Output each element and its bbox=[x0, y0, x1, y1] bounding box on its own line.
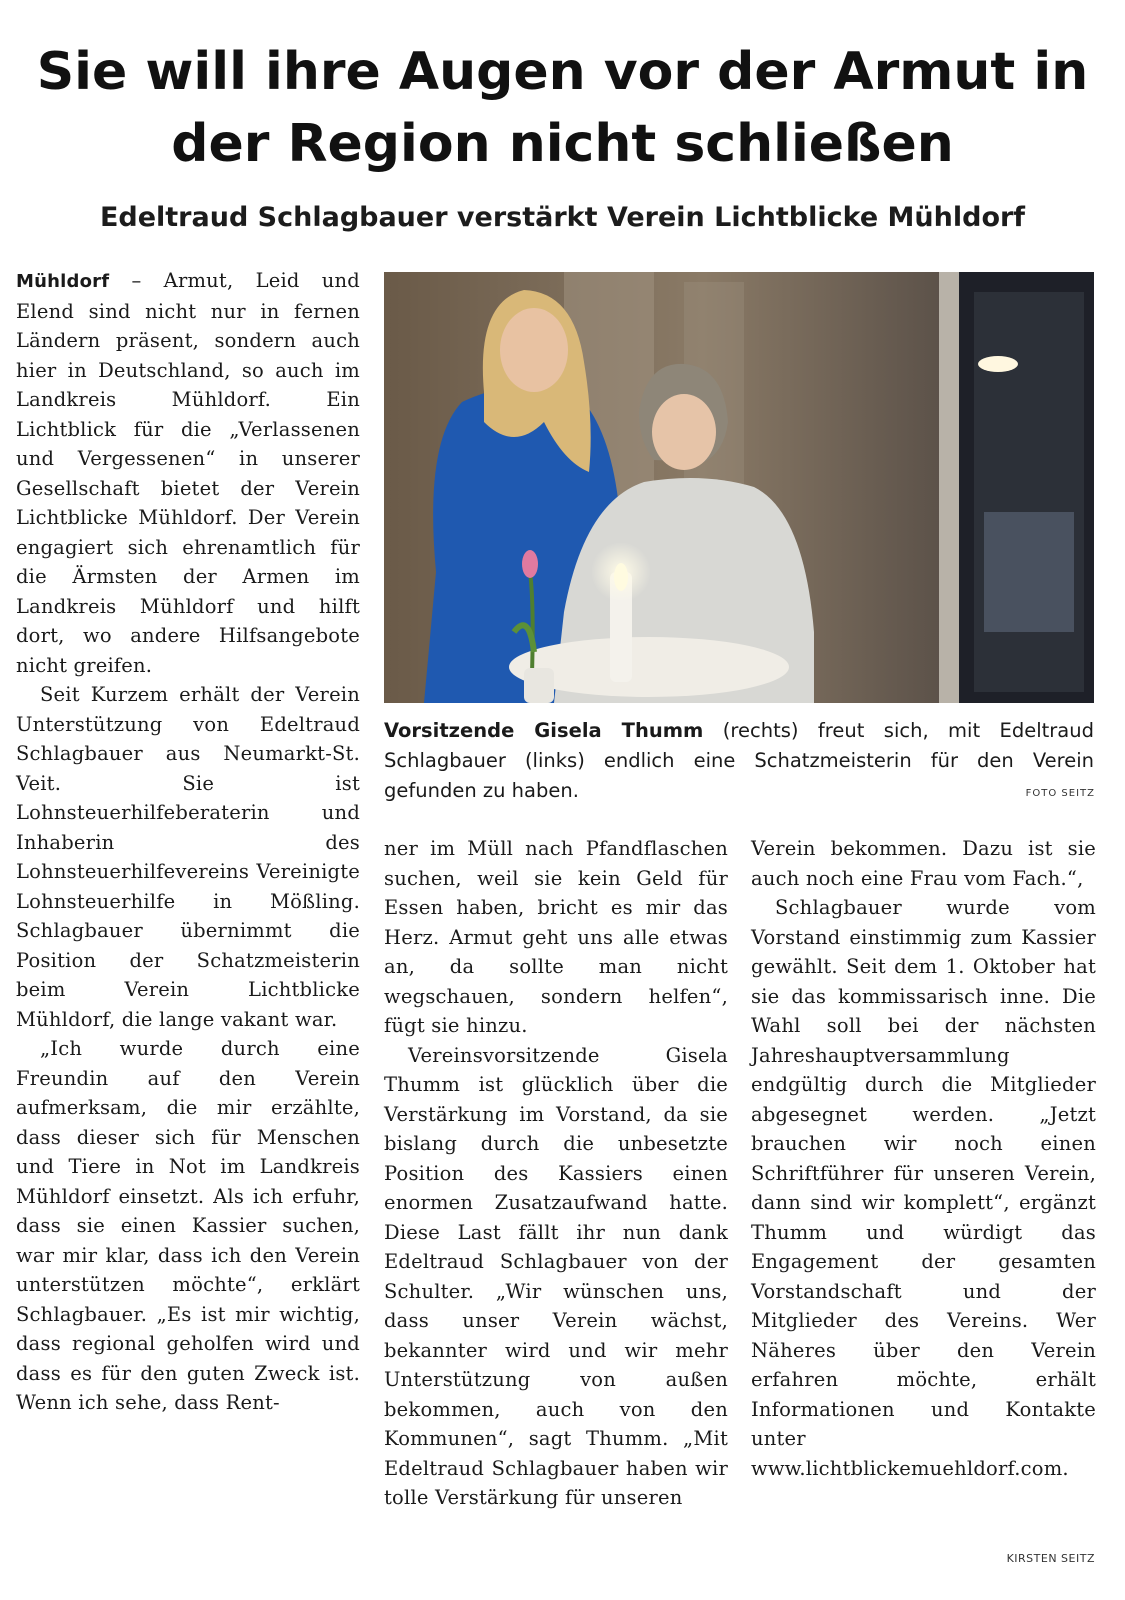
paragraph-text: – Armut, Leid und Elend sind nicht nur in fernen Ländern präsent, sondern auch hier in Deutschland, so auch im Landkreis Mühldorf. Ein Lichtblick für die „Verlassenen und Vergessenen“ in unserer Gesellschaft bietet der Verein Lichtblicke Mühldorf. Der Verein engagiert sich ehrenamtlich für die Ärmsten der Armen im Landkreis Mühldorf und hilft dort, wo andere Hilfsangebote nicht greifen. bbox=[16, 269, 360, 677]
article-photo bbox=[384, 272, 1094, 703]
photo-illustration bbox=[384, 272, 1094, 703]
article-paragraph: Verein bekommen. Dazu ist sie auch noch eine Frau vom Fach.“, bbox=[751, 837, 1096, 890]
article-paragraph: Seit Kurzem erhält der Verein Unterstützung von Edeltraud Schlagbauer aus Neumarkt-St. Veit. Sie ist Lohnsteuerhilfeberaterin und Inhaberin des Lohnsteuerhilfevereins Vereinigte Lohnsteuerhilfe in Mößling. Schlagbauer übernimmt die Position der Schatzmeisterin beim Verein Lichtblicke Mühldorf, die lange vakant war. bbox=[16, 683, 360, 1031]
article-paragraph: Vereinsvorsitzende Gisela Thumm ist glücklich über die Verstärkung im Vorstand, da sie bislang durch die unbesetzte Position des Kassiers einen enormen Zusatzaufwand hatte. Diese Last fällt ihr nun dank Edeltraud Schlagbauer von der Schulter. „Wir wünschen uns, dass unser Verein wächst, bekannter wird und wir mehr Unterstützung von außen bekommen, auch von den Kommunen“, sagt Thumm. „Mit Edeltraud Schlagbauer haben wir tolle Verstärkung für unseren bbox=[384, 1043, 728, 1509]
caption-text: (rechts) freut sich, mit Edeltraud Schlagbauer (links) endlich eine Schatzmeisterin für den Verein gefunden zu haben. bbox=[384, 719, 1094, 802]
article-paragraph bbox=[16, 266, 360, 680]
article-column-3 bbox=[751, 834, 1096, 1483]
article-column-1 bbox=[16, 266, 360, 1418]
photo-credit: FOTO SEITZ bbox=[1025, 788, 1095, 799]
article-paragraph: „Ich wurde durch eine Freundin auf den Verein aufmerksam, die mir erzählte, dass dieser sich für Menschen und Tiere in Not im Landkreis Mühldorf einsetzt. Als ich erfuhr, dass sie einen Kassier suchen, war mir klar, dass ich den Verein unterstützen möchte“, erklärt Schlagbauer. „Es ist mir wichtig, dass regional geholfen wird und dass es für den guten Zweck ist. Wenn ich sehe, dass Rent- bbox=[16, 1037, 360, 1414]
dateline: Mühldorf bbox=[16, 271, 110, 292]
article-column-2 bbox=[384, 834, 728, 1513]
photo-caption bbox=[384, 716, 1094, 806]
caption-name: Vorsitzende Gisela Thumm bbox=[384, 719, 704, 742]
author-credit: KIRSTEN SEITZ bbox=[1006, 1552, 1095, 1565]
article-paragraph: Schlagbauer wurde vom Vorstand einstimmig zum Kassier gewählt. Seit dem 1. Oktober hat sie das kommissarisch inne. Die Wahl soll bei der nächsten Jahreshauptversammlung endgültig durch die Mitglieder abgesegnet werden. „Jetzt brauchen wir noch einen Schriftführer für unseren Verein, dann sind wir komplett“, ergänzt Thumm und würdigt das Engagement der gesamten Vorstandschaft und der Mitglieder des Vereins. Wer Näheres über den Verein erfahren möchte, erhält Informationen und Kontakte unter www.lichtblickemuehldorf.com. bbox=[751, 896, 1096, 1480]
headline: Sie will ihre Augen vor der Armut in der Region nicht schließen bbox=[36, 42, 1089, 174]
article-paragraph: ner im Müll nach Pfandflaschen suchen, weil sie kein Geld für Essen haben, bricht es mir das Herz. Armut geht uns alle etwas an, da sollte man nicht wegschauen, sondern helfen“, fügt sie hinzu. bbox=[384, 837, 728, 1037]
subheadline: Edeltraud Schlagbauer verstärkt Verein Lichtblicke Mühldorf bbox=[99, 202, 1026, 233]
